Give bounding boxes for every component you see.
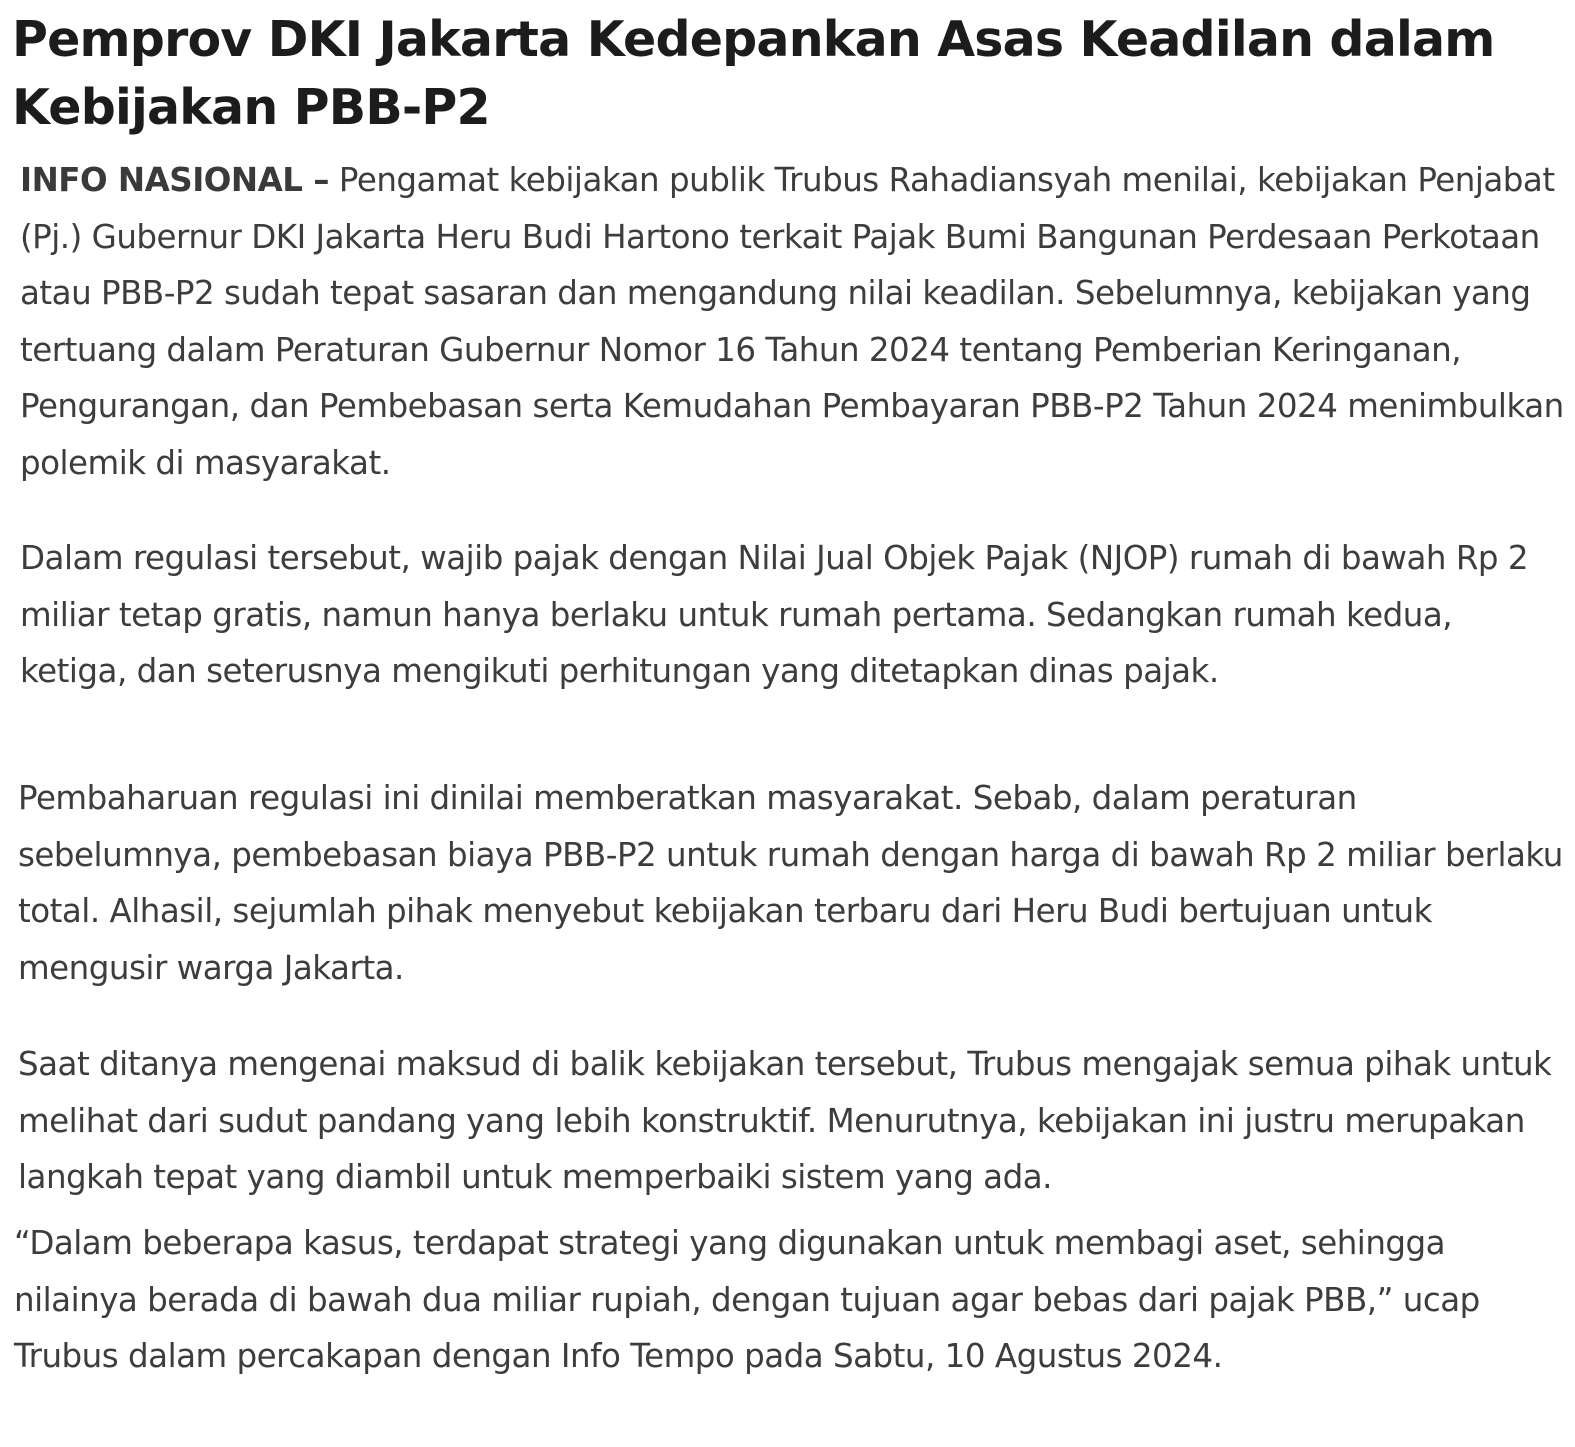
lead-label: INFO NASIONAL – [20,161,330,199]
article-paragraph-2: Dalam regulasi tersebut, wajib pajak dengan Nilai Jual Objek Pajak (NJOP) rumah di bawah Rp 2 miliar tetap gratis, namun hanya berlaku untuk rumah pertama. Sedangkan rumah kedua, ketiga, dan seterusnya mengikuti perhitungan yang ditetapkan dinas pajak. [20,539,1529,690]
article-paragraph-3: Pembaharuan regulasi ini dinilai memberatkan masyarakat. Sebab, dalam peraturan sebelumnya, pembebasan biaya PBB-P2 untuk rumah dengan harga di bawah Rp 2 miliar berlaku total. Alhasil, sejumlah pihak menyebut kebijakan terbaru dari Heru Budi bertujuan untuk mengusir warga Jakarta. [18,779,1563,987]
article-paragraph-4: Saat ditanya mengenai maksud di balik kebijakan tersebut, Trubus mengajak semua pihak untuk melihat dari sudut pandang yang lebih konstruktif. Menurutnya, kebijakan ini justru merupakan langkah tepat yang diambil untuk memperbaiki sistem yang ada. [18,1045,1552,1196]
article-quote-paragraph: “Dalam beberapa kasus, terdapat strategi yang digunakan untuk membagi aset, sehingga nilainya berada di bawah dua miliar rupiah, dengan tujuan agar bebas dari pajak PBB,” ucap Trubus dalam percakapan dengan Info Tempo pada Sabtu, 10 Agustus 2024. [14,1224,1480,1375]
article-paragraph-1 [20,152,1565,491]
article-title: Pemprov DKI Jakarta Kedepankan Asas Keadilan dalam Kebijakan PBB-P2 [12,11,1495,136]
paragraph-1-text: Pengamat kebijakan publik Trubus Rahadiansyah menilai, kebijakan Penjabat (Pj.) Gubernur DKI Jakarta Heru Budi Hartono terkait Pajak Bumi Bangunan Perdesaan Perkotaan atau PBB-P2 sudah tepat sasaran dan mengandung nilai keadilan. Sebelumnya, kebijakan yang tertuang dalam Peraturan Gubernur Nomor 16 Tahun 2024 tentang Pemberian Keringanan, Pengurangan, dan Pembebasan serta Kemudahan Pembayaran PBB-P2 Tahun 2024 menimbulkan polemik di masyarakat. [20,161,1564,482]
